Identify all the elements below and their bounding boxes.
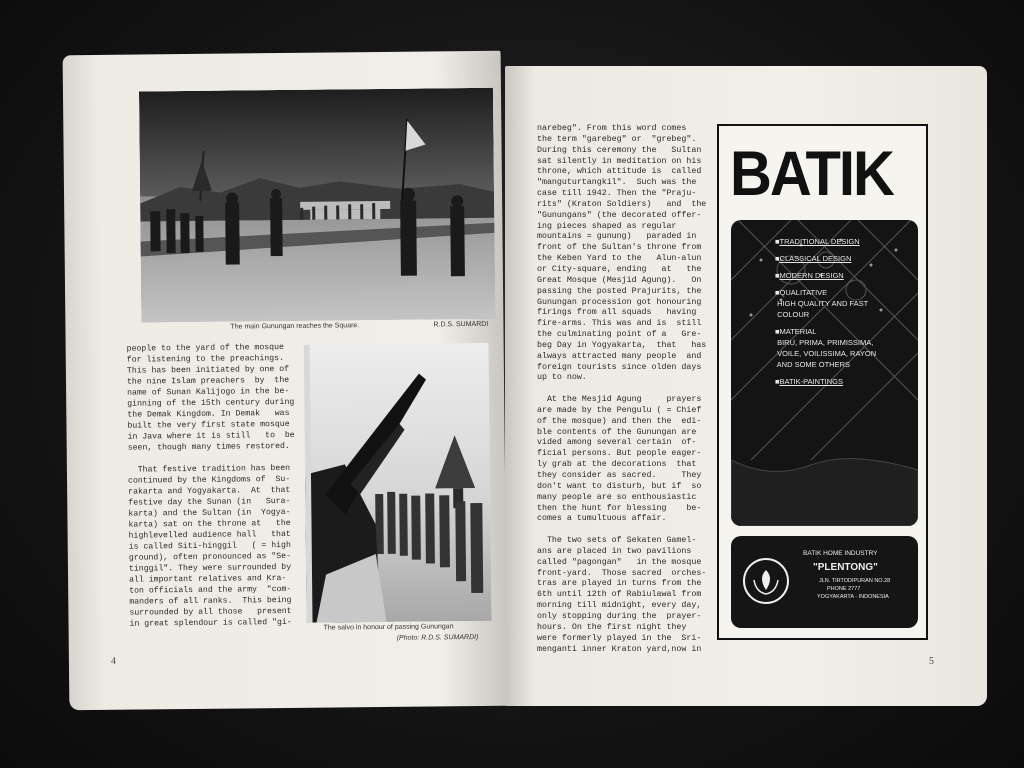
ad-item-6: ■BATIK-PAINTINGS: [775, 377, 844, 386]
ad-footer: [731, 536, 918, 628]
ad-feature-list: [775, 236, 876, 393]
bottom-photo-credit: (Photo: R.D.S. SUMARDI): [396, 633, 479, 642]
procession-photo: [139, 88, 495, 323]
right-page: [505, 66, 987, 706]
page-number-right: 5: [929, 656, 934, 667]
ad-footer-address3: YOGYAKARTA - INDONESIA: [817, 594, 889, 600]
ad-item-3: ■MODERN DESIGN: [775, 271, 844, 280]
top-photo-credit: R.D.S. SUMARDI: [433, 320, 489, 329]
top-photo-caption: The main Gunungan reaches the Square.: [230, 322, 360, 331]
ad-footer-address2: PHONE 2777: [827, 586, 861, 592]
ad-item-5: ■MATERIAL BIRU, PRIMA, PRIMISSIMA, VOILE, VOILISSIMA, RAYON AND SOME OTHERS: [775, 327, 877, 369]
ad-item-1: ■TRADITIONAL DESIGN: [775, 237, 860, 246]
ad-footer-line1: BATIK HOME INDUSTRY: [803, 550, 878, 557]
left-page: [63, 51, 508, 711]
ad-title: BATIK: [730, 139, 893, 210]
ad-footer-name: "PLENTONG": [813, 562, 878, 573]
right-body-text: narebeg". From this word comes the term "garebeg" or "grebeg". During this ceremony the Sultan sat silently in meditation on his throne, which attitude is called "manguturtangkil". Such was the case till 1942. Then the "Praju- rits" (Kraton Soldiers) and the "Gunungans" (the decorated offer- ing pieces shaped as regular mountains = gunung) paraded in front of the Sultan's throne from the Keben Yard to the Alun-alun or City-square, ending at the Great Mosque (Mesjid Agung). On passing the posted Prajurits, the Gunungan procession got honouring firings from all squads having fire-arms. This was and is still the culminating point of a Gre- beg Day in Yogyakarta, that has always attracted many people and foreign tourists since olden days up to now. At the Mesjid Agung prayers are made by the Pengulu ( = Chief of the mosque) and then the edi- ble contents of the Gunungan are vided among several certain of- ficial persons. But people eager- ly grab at the decorations that they consider as sacred. They don't want to disturb, but if so many people are so enthousiastic then the hunt for blessing be- comes a tumultuous affair. The two sets of Sekaten Gamel- ans are placed in two pavilions called "pagongan" in the mosque front-yard. Those sacred orches- tras are played in turns from the 6th until 12th of Rabiulawal from morning till midnight, every day, only stopping during the prayer- hours. On the first night they were formerly played in the Sri- menganti inner Kraton yard,now in: [537, 124, 707, 654]
bottom-photo-caption: The salvo in honour of passing Gunungan: [323, 623, 454, 632]
ad-item-4: ■QUALITATIVE HIGH QUALITY AND FAST COLOUR: [775, 288, 869, 319]
ad-item-2: ■CLASSICAL DESIGN: [775, 254, 852, 263]
ad-footer-address1: JLN. TIRTODIPURAN NO.28: [819, 578, 891, 584]
page-number-left: 4: [110, 655, 116, 667]
plentong-logo-icon: [741, 556, 791, 606]
batik-advertisement: [717, 124, 928, 640]
salvo-photo: [304, 343, 492, 623]
left-body-text: people to the yard of the mosque for listening to the preachings. This has been initiated by one of the nine Islam preachers by the name of Sunan Kalijogo in the be- ginning of the 15th century during the Demak Kingdom. In Demak was built the very first state mosque in Java where it is still to be seen, though many times restored. That festive tradition has been continued by the Kingdoms of Su- rakarta and Yogyakarta. At that festive day the Sunan (in Sura- karta) and the Sultan (in Yogya- karta) sat on the throne at the highlevelled audience hall that is called Siti-hinggil ( = high ground), often pronounced as "Se- tinggil". They were surrounded by all important relatives and Kra- ton officials and the army "com- manders of all ranks. This being surrounded by all those present in great splendour is called "gi-: [126, 343, 295, 629]
